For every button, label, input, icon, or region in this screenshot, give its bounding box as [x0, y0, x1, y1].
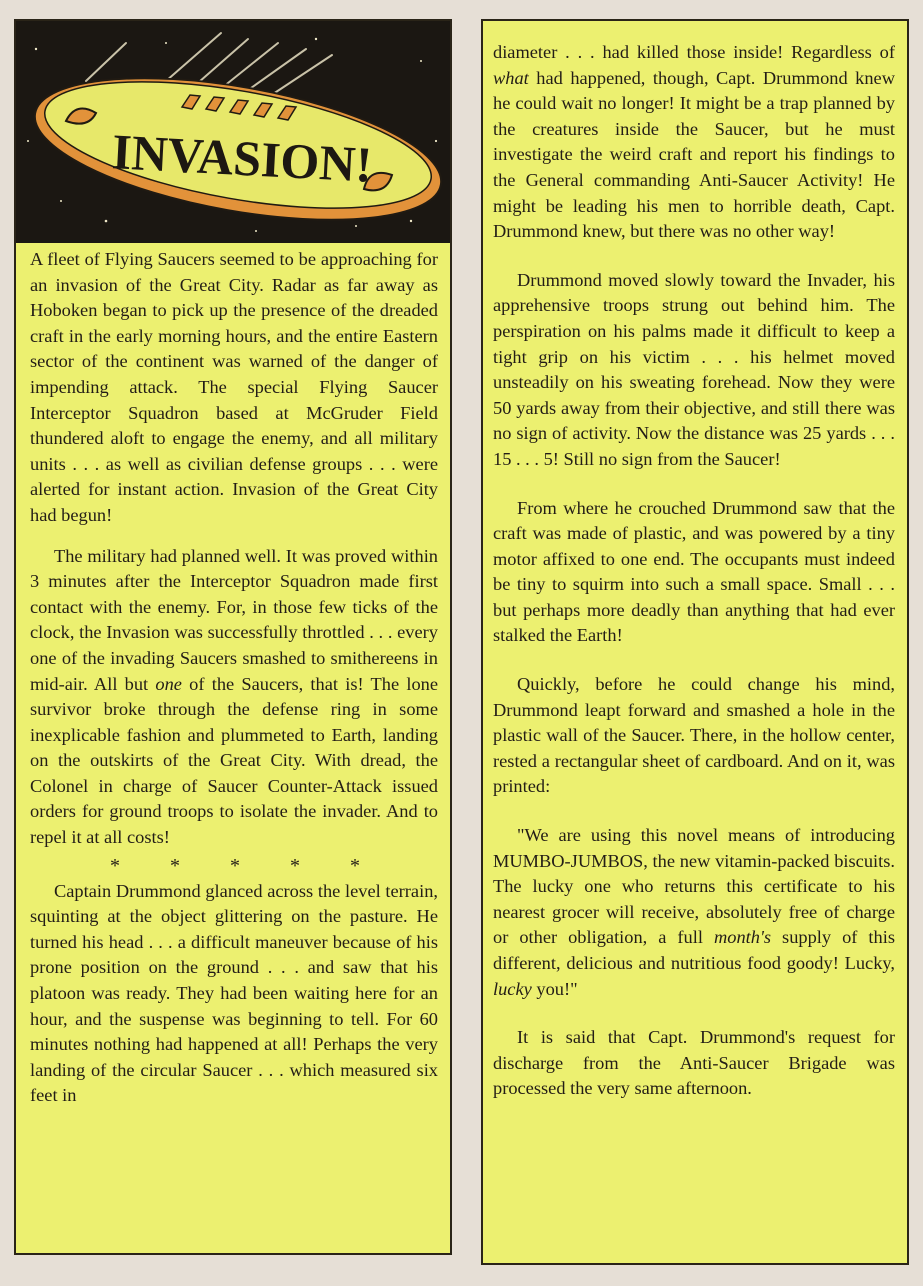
title-banner — [16, 21, 450, 243]
text-run: "We are using this novel means of introducing MUMBO-JUMBOS, the new vitamin-packed biscuits. The lucky one who returns this certificate to his nearest grocer will receive, absolutely free of charge or other obligation, a full — [493, 825, 895, 948]
banner-title: INVASION! — [110, 123, 374, 193]
paragraph-plastic: From where he crouched Drummond saw that the craft was made of plastic, and was powered by a tiny motor affixed to one end. The occupants must indeed be tiny to squirm into such a small space. Small . . . but perhaps more deadly than anything that had ever stalked the Earth! — [493, 497, 895, 646]
left-column-panel — [14, 19, 452, 1255]
paragraph-certificate — [493, 823, 895, 1002]
emphasis-what: what — [493, 67, 529, 88]
paragraph-fleet: A fleet of Flying Saucers seemed to be approaching for an invasion of the Great City. Radar as far away as Hoboken began to pick up the presence of the dreaded craft in the early morning hours, and the entire Eastern sector of the continent was warned of the danger of impending attack. The special Flying Saucer Interceptor Squadron based at McGruder Field thundered aloft to engage the enemy, and all military units . . . as well as civilian defense groups . . . were alerted for instant action. Invasion of the Great City had begun! — [30, 249, 438, 525]
separator-star: * — [230, 854, 240, 877]
paragraph-smash: Quickly, before he could change his mind, Drummond leapt forward and smashed a hole in the plastic wall of the Saucer. There, in the hollow center, rested a rectangular sheet of cardboard. And on it, was printed: — [493, 674, 895, 797]
section-separator — [30, 853, 438, 879]
paragraph-military — [30, 544, 438, 851]
text-run: of the Saucers, that is! The lone survivor broke through the defense ring in some inexplicable fashion and plummeted to Earth, landing on the outskirts of the Great City. With dread, the Colonel in charge of Saucer Counter-Attack issued orders for ground troops to isolate the invader. And to repel it at all costs! — [30, 673, 439, 848]
paragraph-discharge: It is said that Capt. Drummond's request for discharge from the Anti-Saucer Brigade was processed the very same afternoon. — [493, 1027, 895, 1099]
text-run: supply of this different, delicious and nutritious food goody! Lucky, — [493, 927, 895, 973]
text-run: you!" — [531, 978, 578, 999]
emphasis-one: one — [155, 673, 182, 694]
text-run: had happened, though, Capt. Drummond knew he could wait no longer! It might be a trap planned by the creatures inside the Saucer, but he must investigate the weird craft and report his findings to the General commanding Anti-Saucer Activity! He might be leading his men to horrible death, Capt. Drummond knew, but there was no other way! — [493, 67, 895, 242]
text-run: The military had planned well. It was proved within 3 minutes after the Interceptor Squadron made first contact with the enemy. For, in those few ticks of the clock, the Invasion was successfully throttled . . . every one of the invading Saucers smashed to smithereens in mid-air. All but — [30, 545, 438, 694]
paragraph-captain: Captain Drummond glanced across the level terrain, squinting at the object glittering on the pasture. He turned his head . . . a difficult maneuver because of his prone position on the ground . . . and saw that his platoon was ready. They had been waiting here for an hour, and the suspense was beginning to tell. For 60 minutes nothing had happened at all! Perhaps the very landing of the circular Saucer . . . which measured six feet in — [30, 880, 438, 1106]
emphasis-lucky: lucky — [493, 978, 532, 999]
left-column-text — [30, 247, 438, 1109]
right-column-text — [493, 40, 895, 1102]
emphasis-months: month's — [713, 927, 772, 948]
text-run: diameter . . . had killed those inside! Regardless of — [493, 42, 895, 62]
paragraph-approach: Drummond moved slowly toward the Invader, his apprehensive troops strung out behind him. The perspiration on his palms made it difficult to keep a tight grip on his victim . . . his helmet moved unsteadily on his sweating forehead. Now they were 50 yards away from their objective, and still there was no sign of activity. Now the distance was 25 yards . . . 15 . . . 5! Still no sign from the Saucer! — [493, 269, 895, 469]
paragraph-diameter — [493, 40, 895, 245]
flying-saucer-illustration — [16, 21, 450, 243]
separator-star: * — [290, 854, 300, 877]
right-column-panel — [481, 19, 909, 1265]
separator-star: * — [110, 854, 120, 877]
separator-star: * — [350, 854, 360, 877]
separator-star: * — [170, 854, 180, 877]
